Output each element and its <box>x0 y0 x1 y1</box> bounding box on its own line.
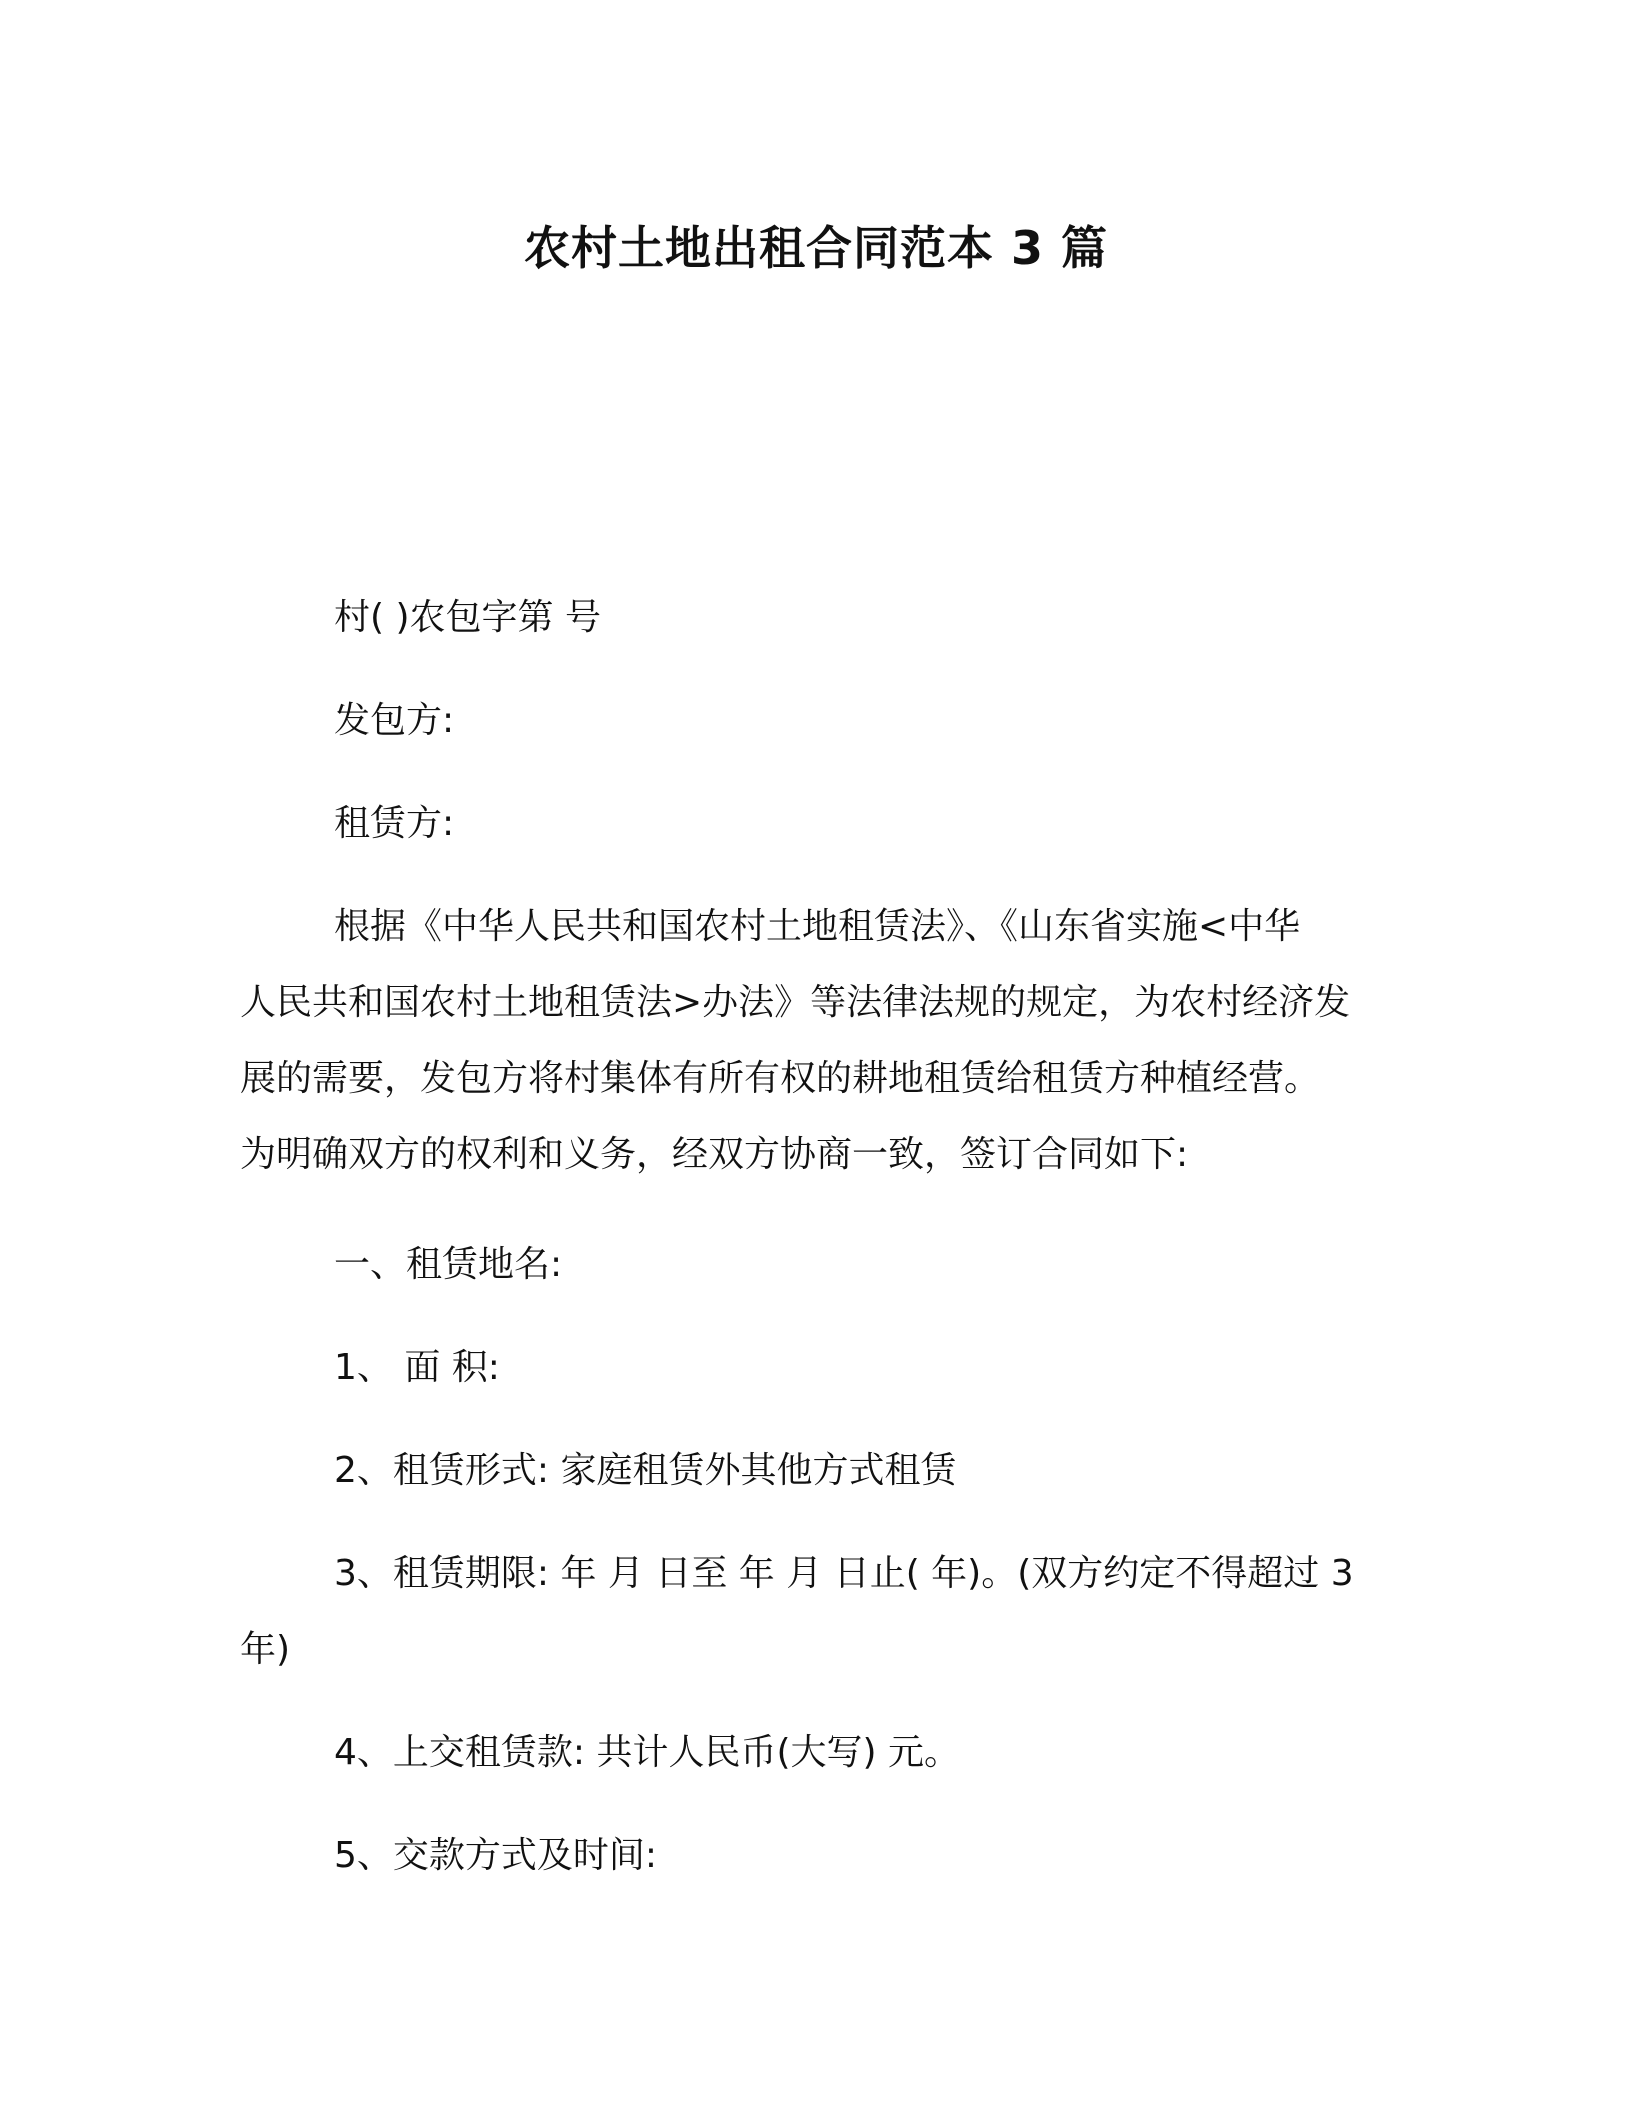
paragraph-line-4: 为明确双方的权利和义务，经双方协商一致，签订合同如下: <box>240 1134 1189 1175</box>
item-rent-payment: 4、上交租赁款: 共计人民币(大写) 元。 <box>334 1732 961 1773</box>
item-lease-term: 3、租赁期限: 年 月 日至 年 月 日止( 年)。(双方约定不得超过 3 <box>334 1553 1354 1594</box>
lessee-line: 租赁方: <box>334 803 455 844</box>
item-area: 1、 面 积: <box>334 1347 500 1388</box>
paragraph-line-2: 人民共和国农村土地租赁法>办法》等法律法规的规定，为农村经济发 <box>240 982 1351 1023</box>
paragraph-line-3: 展的需要，发包方将村集体有所有权的耕地租赁给租赁方种植经营。 <box>240 1058 1321 1099</box>
issuer-line: 发包方: <box>334 700 455 741</box>
item-lease-term-cont: 年) <box>240 1629 291 1670</box>
paragraph-line-1: 根据《中华人民共和国农村土地租赁法》、《山东省实施<中华 <box>334 906 1301 947</box>
item-lease-form: 2、租赁形式: 家庭租赁外其他方式租赁 <box>334 1450 957 1491</box>
item-payment-method: 5、交款方式及时间: <box>334 1835 658 1876</box>
section-heading-1: 一、租赁地名: <box>334 1244 563 1285</box>
document-title: 农村土地出租合同范本 3 篇 <box>523 221 1109 275</box>
contract-number-line: 村( )农包字第 号 <box>334 597 601 638</box>
